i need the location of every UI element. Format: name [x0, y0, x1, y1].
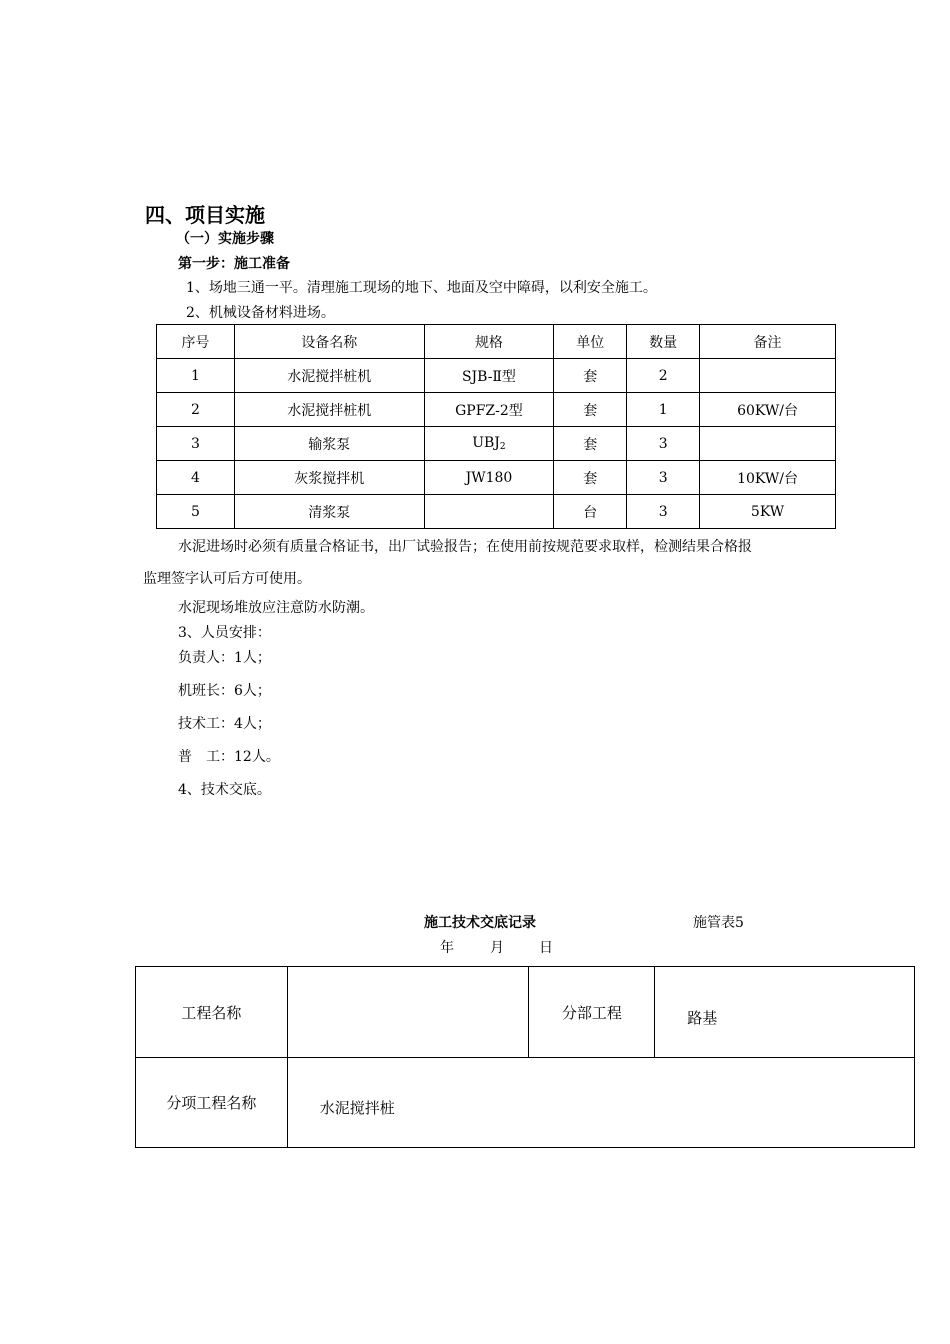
staff-leader: 负责人：1人； [178, 650, 271, 666]
equipment-table [156, 324, 836, 529]
header-no: 序号 [157, 325, 235, 359]
cell-qty: 3 [627, 427, 700, 461]
cell-note [700, 359, 836, 393]
cement-note-line-2: 监理签字认可后方可使用。 [143, 571, 311, 587]
staff-worker: 普 工：12人。 [178, 749, 280, 765]
cell-spec: JW180 [424, 461, 554, 495]
cell-name: 水泥搅拌桩机 [234, 359, 424, 393]
item-2: 2、机械设备材料进场。 [186, 305, 335, 321]
date-day-label: 日 [539, 940, 553, 956]
cell-note: 60KW/台 [700, 393, 836, 427]
header-unit: 单位 [554, 325, 627, 359]
cell-name: 灰浆搅拌机 [234, 461, 424, 495]
cell-spec [424, 495, 554, 529]
form-number: 施管表5 [693, 915, 744, 931]
cell-no: 4 [157, 461, 235, 495]
subsection-title: （一）实施步骤 [176, 231, 274, 247]
division-label: 分部工程 [529, 967, 655, 1058]
table-header-row [157, 325, 836, 359]
cell-no: 1 [157, 359, 235, 393]
cell-qty: 1 [627, 393, 700, 427]
item-4: 4、技术交底。 [178, 782, 271, 798]
cell-spec-text: UBJ [472, 435, 500, 451]
table-row [157, 495, 836, 529]
table-row [157, 359, 836, 393]
header-name: 设备名称 [234, 325, 424, 359]
division-value: 路基 [655, 967, 915, 1058]
cell-name: 水泥搅拌桩机 [234, 393, 424, 427]
section-title: 四、项目实施 [145, 203, 265, 227]
cell-qty: 3 [627, 495, 700, 529]
cell-spec: SJB-Ⅱ型 [424, 359, 554, 393]
cell-spec-subscript: 2 [499, 442, 506, 452]
header-note: 备注 [700, 325, 836, 359]
cement-note-line-1: 水泥进场时必须有质量合格证书，出厂试验报告；在使用前按规范要求取样，检测结果合格报 [178, 539, 752, 555]
header-qty: 数量 [627, 325, 700, 359]
staff-crew-chief: 机班长：6人； [178, 683, 271, 699]
cell-no: 2 [157, 393, 235, 427]
cell-spec: GPFZ-2型 [424, 393, 554, 427]
project-name-value [287, 967, 529, 1058]
project-name-label: 工程名称 [136, 967, 288, 1058]
record-table [135, 966, 915, 1148]
staff-technician: 技术工：4人； [178, 716, 271, 732]
cell-no: 3 [157, 427, 235, 461]
cell-unit: 套 [554, 359, 627, 393]
cell-name: 清浆泵 [234, 495, 424, 529]
cement-storage-note: 水泥现场堆放应注意防水防潮。 [178, 600, 374, 616]
cell-qty: 2 [627, 359, 700, 393]
table-row [157, 393, 836, 427]
table-row [157, 461, 836, 495]
table-row [157, 427, 836, 461]
cell-unit: 套 [554, 461, 627, 495]
subitem-label: 分项工程名称 [136, 1058, 288, 1148]
cell-spec [424, 427, 554, 461]
cell-note: 5KW [700, 495, 836, 529]
cell-note [700, 427, 836, 461]
cell-unit: 套 [554, 427, 627, 461]
cell-qty: 3 [627, 461, 700, 495]
subitem-value: 水泥搅拌桩 [287, 1058, 914, 1148]
record-row-project [136, 967, 915, 1058]
item-1: 1、场地三通一平。清理施工现场的地下、地面及空中障碍，以利安全施工。 [186, 280, 657, 296]
record-row-subitem [136, 1058, 915, 1148]
cell-no: 5 [157, 495, 235, 529]
staff-heading: 3、人员安排： [178, 625, 271, 641]
record-title: 施工技术交底记录 [424, 915, 536, 931]
date-month-label: 月 [490, 940, 504, 956]
date-year-label: 年 [440, 940, 454, 956]
cell-unit: 台 [554, 495, 627, 529]
cell-name: 输浆泵 [234, 427, 424, 461]
step-title: 第一步：施工准备 [178, 256, 290, 272]
cell-unit: 套 [554, 393, 627, 427]
cell-note: 10KW/台 [700, 461, 836, 495]
header-spec: 规格 [424, 325, 554, 359]
